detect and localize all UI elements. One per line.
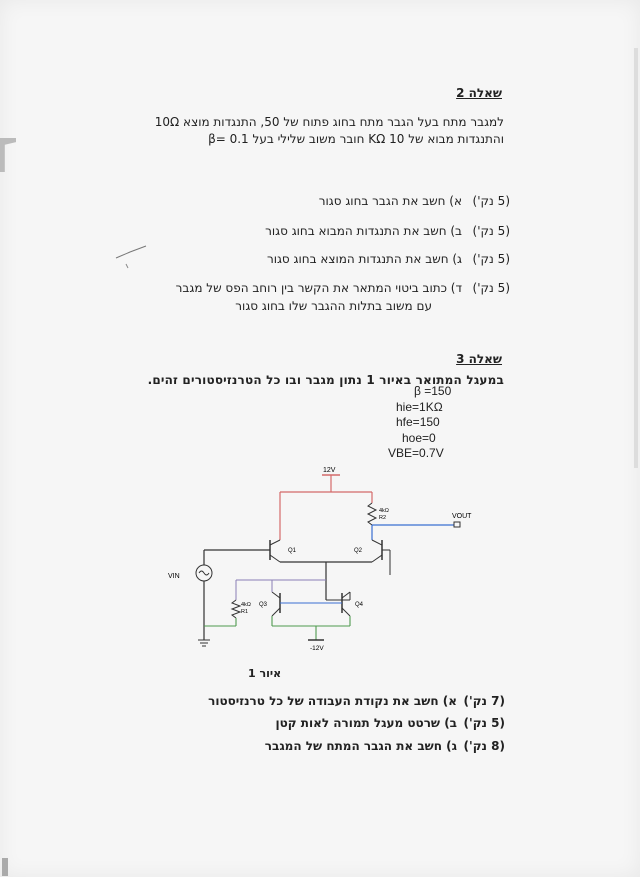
- r1-value: 4kΩ: [241, 602, 251, 608]
- r2-name: R2: [379, 515, 387, 521]
- points: (5 נק'): [472, 224, 510, 238]
- ground-symbol: [198, 640, 210, 646]
- param-hie: hie=1KΩ: [396, 399, 443, 414]
- item-text: ד) כתוב ביטוי המתאר את הקשר בין רוחב הפס של מגבר: [175, 281, 462, 295]
- question3-title: שאלה 3: [456, 352, 502, 366]
- param-hoe: hoe=0: [402, 430, 436, 445]
- resistor-r2: [368, 503, 389, 525]
- item-text: א) חשב את הגבר בחוג סגור: [318, 194, 462, 208]
- transistor-q3: [259, 592, 280, 616]
- vee-label: -12V: [310, 645, 324, 652]
- points: (5 נק'): [463, 716, 505, 730]
- r2-value: 4kΩ: [379, 508, 389, 514]
- item-text: ב) חשב את התנגדות המבוא בחוג סגור: [265, 224, 462, 238]
- q3-label: Q3: [259, 602, 268, 608]
- vin-label: VIN: [168, 573, 180, 580]
- question3-item-c: [45, 739, 505, 757]
- question3-item-a: [45, 694, 505, 712]
- q2-label: Q2: [354, 548, 363, 554]
- r1-name: R1: [241, 609, 249, 615]
- transistor-q4: [342, 592, 364, 616]
- item-text: ג) חשב את הגבר המתח של המגבר: [264, 739, 457, 753]
- vout-terminal: [454, 522, 460, 527]
- question2-line1: למגבר מתח בעל הגבר מתח בחוג פתוח של 50, התנגדות מוצא 10Ω: [154, 115, 504, 129]
- vin-source: [168, 565, 212, 581]
- question3-item-b: [45, 716, 505, 734]
- q4-label: Q4: [355, 602, 364, 608]
- item-text: א) חשב את נקודת העבודה של כל טרנזיסטור: [208, 694, 457, 708]
- points: (8 נק'): [463, 739, 505, 753]
- param-vbe: VBE=0.7V: [388, 446, 444, 460]
- item-text-continued: עם משוב בתלות ההגבר שלו בחוג סגור: [235, 299, 432, 313]
- question3-intro: במעגל המתואר באיור 1 נתון מגבר ובו כל הטרנזיסטורים זהים.: [147, 373, 504, 387]
- q1-label: Q1: [288, 548, 297, 554]
- param-beta: β =150: [414, 384, 452, 398]
- points: (5 נק'): [472, 281, 510, 295]
- transistor-q2: [354, 540, 382, 562]
- vout-label: VOUT: [452, 513, 472, 520]
- figure-caption: איור 1: [248, 667, 282, 680]
- transistor-q1: [270, 540, 297, 562]
- points: (5 נק'): [472, 194, 510, 208]
- points: (7 נק'): [463, 694, 505, 708]
- points: (5 נק'): [472, 252, 510, 266]
- vee-terminal: [308, 640, 324, 652]
- vcc-label: 12V: [323, 467, 336, 474]
- item-text: ב) שרטט מעגל תמורה לאות קטן: [275, 716, 457, 730]
- vcc-terminal: [322, 467, 340, 492]
- param-hfe: hfe=150: [396, 415, 440, 429]
- question2-title: שאלה 2: [456, 86, 502, 100]
- question2-line2: והתנגדות מבוא של 10 KΩ חובר משוב שלילי בעל β= 0.1: [208, 132, 504, 146]
- item-text: ג) חשב את התנגדות המוצא בחוג סגור: [266, 252, 462, 266]
- resistor-r1: [232, 600, 251, 618]
